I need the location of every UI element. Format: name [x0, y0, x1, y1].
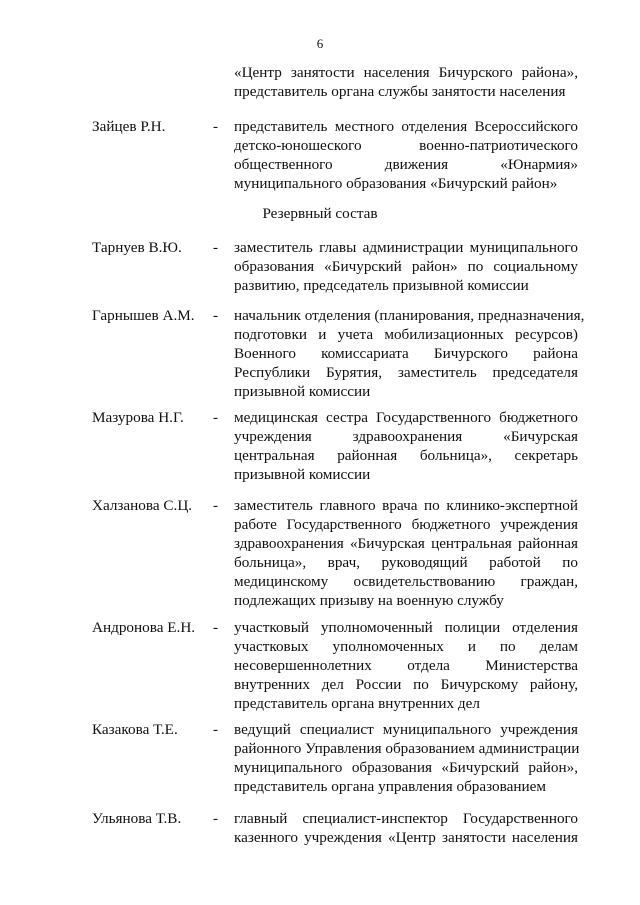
member-dash: - — [213, 810, 219, 827]
description-line: представитель органа внутренних дел — [234, 695, 480, 712]
page-number: 6 — [316, 36, 324, 51]
member-name: Ульянова Т.В. — [92, 810, 182, 827]
description-line: участковых уполномоченных и по делам — [234, 638, 578, 655]
member-name: Казакова Т.Е. — [92, 721, 178, 738]
entry-description — [234, 720, 578, 796]
entry-description — [234, 408, 578, 484]
description-line: детско-юношеского военно-патриотического — [234, 137, 578, 154]
description-line: представитель органа службы занятости населения — [234, 83, 566, 100]
member-name: Тарнуев В.Ю. — [92, 239, 182, 256]
description-line: представитель местного отделения Всероссийского — [234, 118, 578, 135]
description-line: работе Государственного бюджетного учреждения — [234, 516, 578, 533]
description-line: подготовки и учета мобилизационных ресурсов) — [234, 326, 578, 343]
entry-description — [234, 618, 578, 713]
description-line: главный специалист-инспектор Государственного — [234, 810, 578, 827]
description-line: больница», врач, руководящий работой по — [234, 554, 578, 571]
description-line: Военного комиссариата Бичурского района — [234, 345, 578, 362]
entry-description — [234, 496, 578, 610]
member-dash: - — [213, 497, 219, 514]
entry-description — [234, 238, 578, 295]
entry-description — [234, 63, 578, 101]
member-name: Халзанова С.Ц. — [92, 497, 193, 514]
member-dash: - — [213, 409, 219, 426]
description-line: центральная районная больница», секретарь — [234, 447, 578, 464]
description-line: медицинскому освидетельствованию граждан, — [234, 573, 578, 590]
description-line: заместитель главы администрации муниципального — [234, 239, 578, 256]
entry-description — [234, 809, 578, 847]
description-line: призывной комиссии — [234, 466, 371, 483]
description-line: подлежащих призыву на военную службу — [234, 592, 504, 609]
member-dash: - — [213, 118, 219, 135]
description-line: здравоохранения «Бичурская центральная районная — [234, 535, 578, 552]
description-line: представитель органа управления образованием — [234, 778, 546, 795]
description-line: медицинская сестра Государственного бюджетного — [234, 409, 578, 426]
member-dash: - — [213, 721, 219, 738]
description-line: призывной комиссии — [234, 383, 371, 400]
description-line: общественного движения «Юнармия» — [234, 156, 578, 173]
description-line: казенного учреждения «Центр занятости населения — [234, 829, 578, 846]
member-dash: - — [213, 307, 219, 324]
description-line: участковый уполномоченный полиции отделения — [234, 619, 578, 636]
description-line: начальник отделения (планирования, предназначения, — [234, 307, 585, 324]
member-name: Зайцев Р.Н. — [92, 118, 166, 135]
description-line: «Центр занятости населения Бичурского района», — [234, 64, 578, 81]
entry-description — [234, 306, 585, 401]
description-line: развитию, председатель призывной комиссии — [234, 277, 529, 294]
entry-description — [234, 117, 578, 193]
description-line: ведущий специалист муниципального учреждения — [234, 721, 578, 738]
member-name: Мазурова Н.Г. — [92, 409, 184, 426]
description-line: образования «Бичурский район» по социальному — [234, 258, 578, 275]
member-name: Андронова Е.Н. — [92, 619, 196, 636]
reserve-section-title: Резервный состав — [262, 205, 378, 222]
description-line: внутренних дел России по Бичурскому району, — [234, 676, 578, 693]
description-line: районного Управления образованием администрации — [234, 740, 580, 757]
description-line: Республики Бурятия, заместитель председателя — [234, 364, 578, 381]
member-dash: - — [213, 239, 219, 256]
description-line: учреждения здравоохранения «Бичурская — [234, 428, 578, 445]
description-line: несовершеннолетних отдела Министерства — [234, 657, 578, 674]
description-line: муниципального образования «Бичурский район» — [234, 175, 558, 192]
member-dash: - — [213, 619, 219, 636]
description-line: муниципального образования «Бичурский район», — [234, 759, 578, 776]
description-line: заместитель главного врача по клинико-экспертной — [234, 497, 578, 514]
member-name: Гарнышев А.М. — [92, 307, 195, 324]
